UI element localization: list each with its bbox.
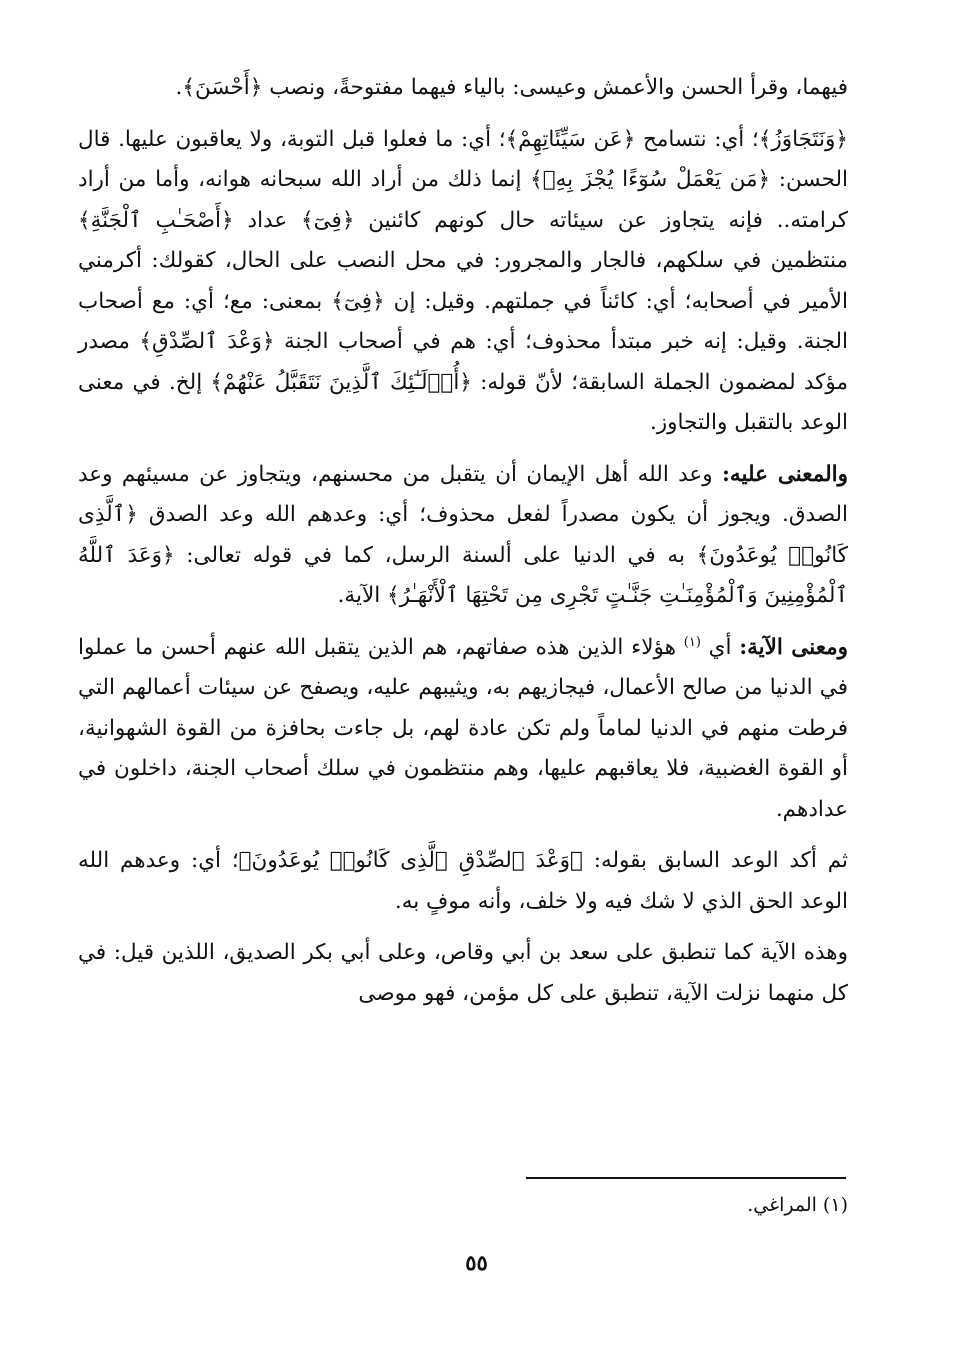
page-number: ٥٥ bbox=[465, 1250, 488, 1275]
paragraph-6-text: وهذه الآية كما تنطبق على سعد بن أبي وقاص، وعلى أبي بكر الصديق، اللذين قيل: في كل منهما نزلت الآية، تنطبق على كل مؤمن، فهو موصى bbox=[78, 940, 848, 1006]
footnote-divider bbox=[526, 1177, 846, 1179]
paragraph-1 bbox=[78, 68, 848, 109]
paragraph-6 bbox=[78, 933, 848, 1014]
paragraph-5-text: ثم أكد الوعد السابق بقوله: ﴿وَعْدَ ٱلصِّدْقِ ٱلَّذِى كَانُوا۟ يُوعَدُونَ﴾؛ أي: وعدهم الله الوعد الحق الذي لا شك فيه ولا خلف، وأنه موفٍ به. bbox=[78, 848, 848, 914]
paragraph-3-lead: والمعنى عليه: bbox=[722, 461, 849, 487]
paragraph-3-text: وعد الله أهل الإيمان أن يتقبل من محسنهم، ويتجاوز عن مسيئهم وعد الصدق. ويجوز أن يكون مصدراً لفعل محذوف؛ أي: وعدهم الله وعد الصدق ﴿ٱلَّذِى كَانُوا۟ يُوعَدُونَ﴾ به في الدنيا على ألسنة الرسل، كما في قوله تعالى: ﴿وَعَدَ ٱللَّهُ ٱلْمُؤْمِنِينَ وَٱلْمُؤْمِنَـٰتِ جَنَّـٰتٍ تَجْرِى مِن تَحْتِهَا ٱلْأَنْهَـٰرُ﴾ الآية. bbox=[78, 461, 848, 608]
paragraph-4-prefix: أي bbox=[700, 634, 740, 660]
paragraph-1-text: فيهما، وقرأ الحسن والأعمش وعيسى: بالياء فيهما مفتوحةً، ونصب ﴿أَحْسَنَ﴾. bbox=[175, 75, 848, 100]
paragraph-2-text: ﴿وَنَتَجَاوَزُ﴾؛ أي: نتسامح ﴿عَن سَيِّئَاتِهِمْ﴾؛ أي: ما فعلوا قبل التوبة، ولا يعاقبون عليها. قال الحسن: ﴿مَن يَعْمَلْ سُوٓءًا يُجْزَ بِهِۦ﴾ إنما ذلك من أراد الله سبحانه هوانه، وأما من أراد كرامته.. فإنه يتجاوز عن سيئاته حال كونهم كائنين ﴿فِىٓ﴾ عداد ﴿أَصْحَـٰبِ ٱلْجَنَّةِ﴾ منتظمين في سلكهم، فالجار والمجرور: في محل النصب على الحال، كقولك: أكرمني الأمير في أصحابه؛ أي: كائناً في جملتهم. وقيل: إن ﴿فِىٓ﴾ بمعنى: مع؛ أي: مع أصحاب الجنة. وقيل: إنه خبر مبتدأ محذوف؛ أي: هم في أصحاب الجنة ﴿وَعْدَ ٱلصِّدْقِ﴾ مصدر مؤكد لمضمون الجملة السابقة؛ لأنّ قوله: ﴿أُو۟لَـٰٓئِكَ ٱلَّذِينَ نَتَقَبَّلُ عَنْهُمْ﴾ إلخ. في معنى الوعد بالتقبل والتجاوز. bbox=[78, 126, 848, 435]
footnote: (١) المراغي. bbox=[747, 1194, 848, 1216]
paragraph-4-lead: ومعنى الآية: bbox=[739, 634, 848, 660]
paragraph-4 bbox=[78, 628, 848, 831]
paragraph-4-text: هؤلاء الذين هذه صفاتهم، هم الذين يتقبل الله عنهم أحسن ما عملوا في الدنيا من صالح الأعمال، فيجازيهم به، ويثيبهم عليه، ويصفح عن سيئات أعمالهم التي فرطت منهم في الدنيا لماماً ولم تكن عادة لهم، بل جاءت بحافزة من القوة الشهوانية، أو القوة الغضبية، فلا يعاقبهم عليها، وهم منتظمون في سلك أصحاب الجنة، داخلون في عدادهم. bbox=[78, 634, 848, 822]
paragraph-2 bbox=[78, 120, 848, 444]
footnote-reference[interactable]: (١) bbox=[683, 634, 701, 650]
paragraph-3 bbox=[78, 455, 848, 617]
paragraph-5 bbox=[78, 841, 848, 922]
page-body bbox=[78, 68, 848, 1014]
